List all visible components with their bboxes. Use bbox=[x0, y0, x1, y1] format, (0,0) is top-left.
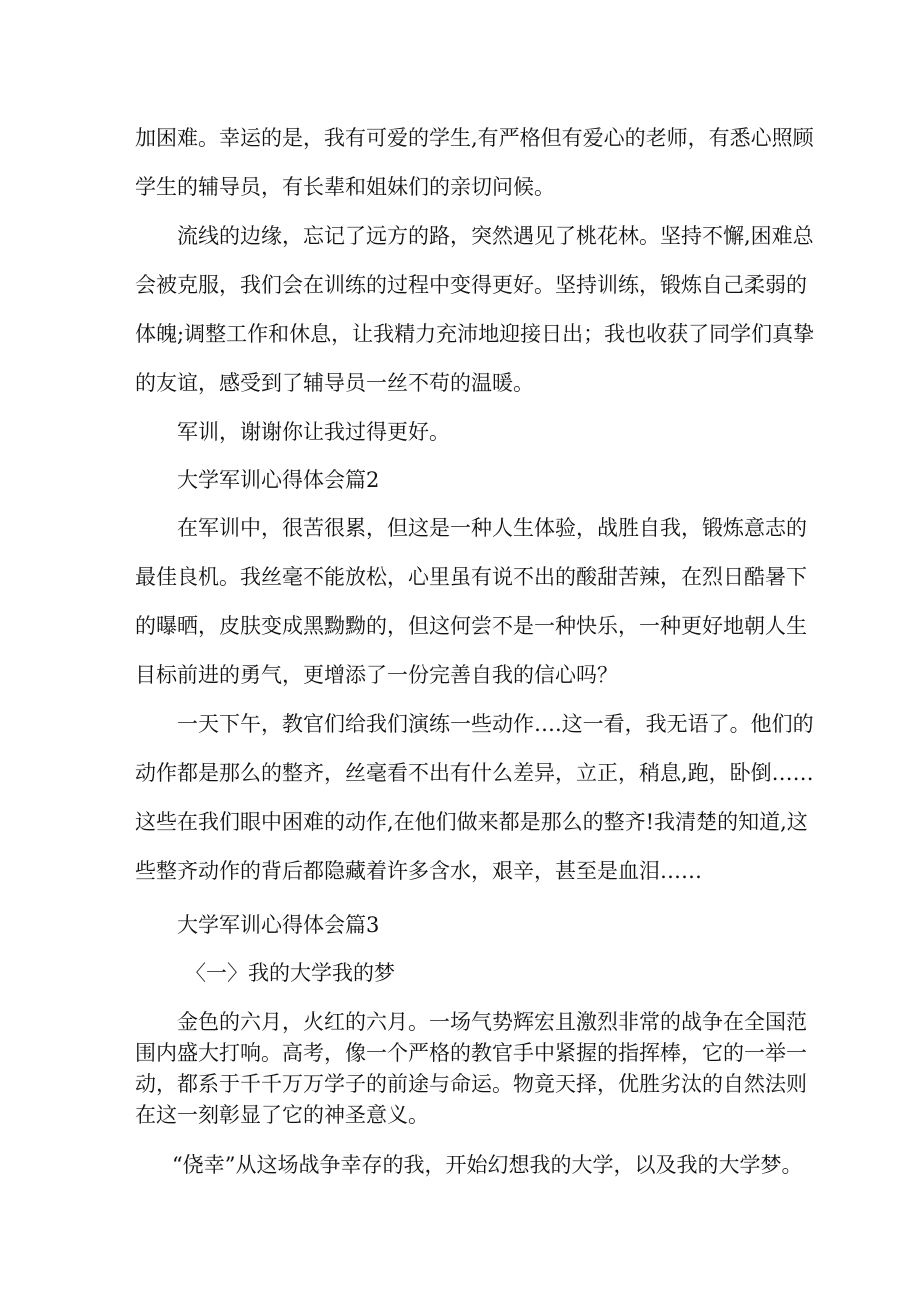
paragraph-1-line-1: 加困难。幸运的是，我有可爱的学生,有严格但有爱心的老师，有悉心照顾 bbox=[135, 126, 814, 150]
paragraph-6-line-3: 动，都系于千千万万学子的前途与命运。物竟天择，优胜劣汰的自然法则 bbox=[135, 1072, 807, 1096]
paragraph-4-line-3: 的曝晒，皮肤变成黑黝黝的，但这何尝不是一种快乐，一种更好地朝人生 bbox=[135, 614, 807, 638]
section-heading-2: 大学军训心得体会篇2 bbox=[177, 468, 380, 492]
section-subheading: 〈一〉我的大学我的梦 bbox=[185, 961, 395, 985]
paragraph-6-line-4: 在这一刻彰显了它的神圣意义。 bbox=[135, 1103, 429, 1127]
paragraph-6-line-2: 围内盛大打响。高考，像一个严格的教官手中紧握的指挥棒，它的一举一 bbox=[135, 1041, 807, 1065]
paragraph-6-line-1: 金色的六月，火红的六月。一场气势辉宏且激烈非常的战争在全国范 bbox=[177, 1010, 807, 1034]
paragraph-2-line-1: 流线的边缘，忘记了远方的路，突然遇见了桃花林。坚持不懈,困难总 bbox=[177, 224, 814, 248]
paragraph-5-line-1: 一天下午，教官们给我们演练一些动作….这一看，我无语了。他们的 bbox=[177, 712, 814, 736]
paragraph-3-line-1: 军训，谢谢你让我过得更好。 bbox=[177, 420, 450, 444]
paragraph-5-line-3: 这些在我们眼中困难的动作,在他们做来都是那么的整齐!我清楚的知道,这 bbox=[135, 810, 808, 834]
paragraph-4-line-4: 目标前进的勇气，更增添了一份完善自我的信心吗？ bbox=[135, 663, 618, 687]
paragraph-2-line-3: 体魄;调整工作和休息，让我精力充沛地迎接日出；我也收获了同学们真挚 bbox=[135, 322, 815, 346]
paragraph-5-line-2: 动作都是那么的整齐，丝毫看不出有什么差异，立正，稍息,跑，卧倒…… bbox=[135, 761, 814, 785]
paragraph-2-line-2: 会被克服，我们会在训练的过程中变得更好。坚持训练，锻炼自己柔弱的 bbox=[135, 273, 807, 297]
paragraph-2-line-4: 的友谊，感受到了辅导员一丝不苟的温暖。 bbox=[135, 371, 534, 395]
paragraph-7-line-1: “侥幸”从这场战争幸存的我，开始幻想我的大学，以及我的大学梦。 bbox=[172, 1153, 803, 1177]
section-heading-3: 大学军训心得体会篇3 bbox=[177, 913, 380, 937]
paragraph-5-line-4: 些整齐动作的背后都隐藏着许多含水，艰辛，甚至是血泪…… bbox=[135, 859, 702, 883]
paragraph-4-line-2: 最佳良机。我丝毫不能放松，心里虽有说不出的酸甜苦辣，在烈日酷暑下 bbox=[135, 565, 807, 589]
paragraph-1-line-2: 学生的辅导员，有长辈和姐妹们的亲切问候。 bbox=[135, 175, 555, 199]
paragraph-4-line-1: 在军训中，很苦很累，但这是一种人生体验，战胜自我，锻炼意志的 bbox=[177, 516, 807, 540]
